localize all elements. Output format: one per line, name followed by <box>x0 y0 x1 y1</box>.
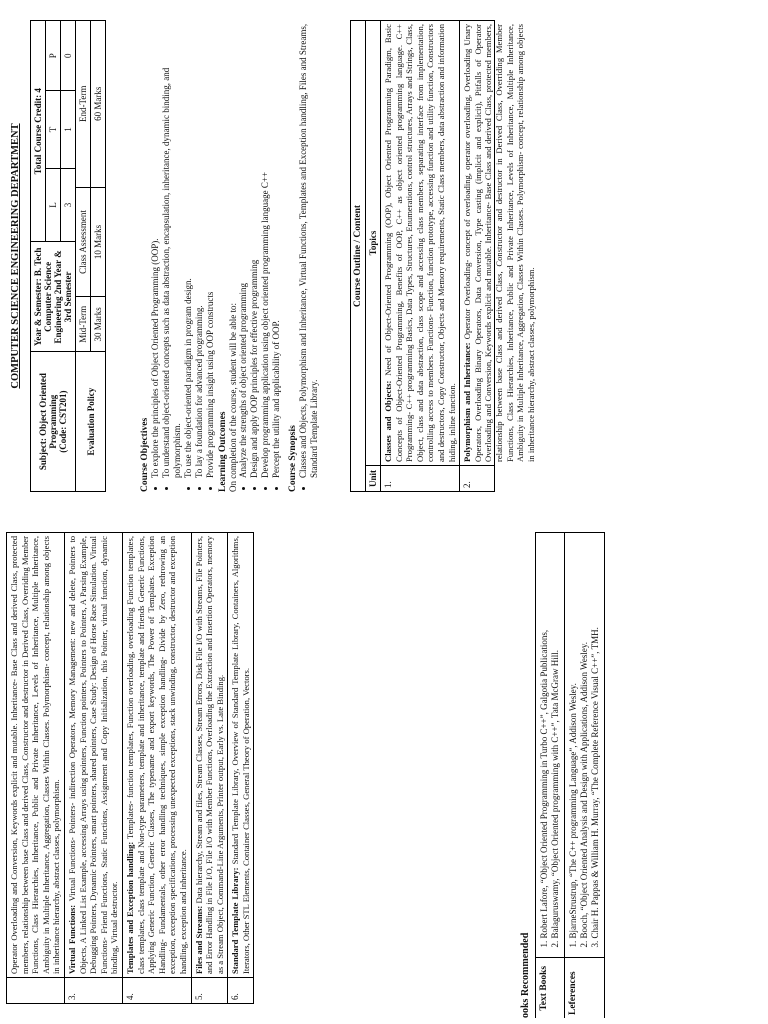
table-row <box>366 21 381 492</box>
objectives-section: Course Objectives • To explore the principles of Object Oriented Programming (OOP). • To understand object-oriented concepts such as data abstraction, encapsulation, inheritance, dynamic binding, and polymorphism. • To use the object-oriented paradigm in program design. • To lay a foundation for advanced programming. • Provide programming insight using OOP constructs Learning Outcomes On completion of the course, student will be able to: • Analyze the strengths of object oriented programming • Design and apply OOP principles for effective programming • Develop programming application using object oriented programming language C++ • Percept the utility and applicability of OOP. Course Synopsis • Classes and Objects, Polymorphism and Inheritance, Virtual Functions, Templates and Exception handling, Files and Streams, Standard Template Library. <box>140 20 320 492</box>
eval-header: Class Assessment <box>76 187 91 297</box>
list-item: • To lay a foundation for advanced programming. <box>194 20 205 478</box>
table-row <box>460 21 495 492</box>
list-item: • To explore the principles of Object Oriented Programming (OOP). <box>150 20 161 478</box>
list-item: 1. BjarneStrustrup, “The C++ programming Language”, Addison Wesley. <box>568 536 579 939</box>
table-row <box>565 533 605 1019</box>
unit-number: 6. <box>228 978 254 1004</box>
list-item: • Provide programming insight using OOP constructs <box>205 20 216 478</box>
references-label: Leferences <box>565 958 605 1018</box>
table-row <box>228 533 254 1004</box>
table-row <box>122 533 191 1004</box>
topics-header: Topics <box>366 21 381 466</box>
subject-cell: Subject: Object Oriented Programming (Code: CST201) <box>31 352 76 492</box>
table-row <box>381 21 460 492</box>
unit-number: 2. <box>460 466 495 492</box>
table-row <box>7 533 65 1004</box>
page-continuation <box>0 512 768 1024</box>
list-item: 3. Chair H. Pappas & William H. Murray, “The Complete Reference Visual C++”, TMH. <box>590 536 601 939</box>
ltp-cell: L T P 3 1 0 <box>46 21 76 242</box>
unit-topics: Virtual Functions: Virtual Functions- Pointers- indirection Operators, Memory Management: new and delete, Pointers to Objects, A Linked List Example, accessing Arrays using pointers, Function pointers, Pointers to Pointers, A Parsing Example, Debugging Pointers, Dynamic Pointers, smart pointers, shared pointers, Case Study: Design of Horse Race Simulation. Virtual Functions- Friend Functions, Static Functions, Assignment and Copy Initialization, this Pointer, virtual function, dynamic binding, Virtual destructor. <box>64 533 122 978</box>
books-heading: ooks Recommended <box>520 932 531 1018</box>
unit-header: Unit <box>366 466 381 492</box>
eval-value: 60 Marks <box>91 21 106 188</box>
books-table <box>535 532 605 1018</box>
unit-number: 1. <box>381 466 460 492</box>
unit-topics: Polymorphism and Inheritance: Operator Overloading- concept of overloading, operator overloading, Overloading Unary Operators, Overloading Binary Operators, Data Conversion, Type casting (implicit and explicit), Pitfalls of Operator Overloading and Conversion, Keywords explicit and mutable. Inheritance- Base Class and derived Class, protected members, relationship between base Class and derived Class, Constructor and destructor in Derived Class, Overriding Member Functions, Class Hierarchies, Inheritance, Public and Private Inheritance, Levels of Inheritance, Multiple Inheritance, Ambiguity in Multiple Inheritance, Aggregation, Classes Within Classes. Polymorphism- concept, relationship among objects in inheritance hierarchy, abstract classes, polymorphism. <box>460 21 495 466</box>
unit-topics: Files and Streams: Data hierarchy, Stream and files, Stream Classes, Stream Errors, Disk File I/O with Streams, File Pointers, and Error Handling in File I/O, File I/O with Member Functions, Overloading the Extraction and Insertion Operators, memory as a Stream Object, Command-Line Arguments, Printer output, Early vs. Late Binding. <box>191 533 228 978</box>
unit-number: 4. <box>122 978 191 1004</box>
year-semester-cell: Year & Semester: B. Tech Computer Science Engineering 2nd Year & 3rd Semester <box>31 242 76 352</box>
list-item: 1. Robert Lafore, “Object Oriented Programming in Turbo C++”, Galgotia Publications, <box>539 536 550 939</box>
table-row <box>191 533 228 1004</box>
course-outline-table <box>350 20 536 492</box>
table-row <box>351 21 366 492</box>
unit-2-continuation: Operator Overloading and Conversion, Keywords explicit and mutable. Inheritance- Base Class and derived Class, protected members, relationship between base Class and derived Class, Constructor and destructor in Derived Class, Overriding Member Functions, Class Hierarchies, Inheritance, Public and Private Inheritance, Levels of Inheritance, Multiple Inheritance, Ambiguity in Multiple Inheritance, Aggregation, Classes Within Classes. Polymorphism- concept, relationship among objects in inheritance hierarchy, abstract classes, polymorphism. <box>7 533 65 978</box>
unit-topics: Templates and Exception handling: Templates- function templates, Function overloading, overloading Function templates, class templates, class template and Non-type parameters, template and inheritance, template and friends Generic Functions, Applying Generic Function, Generic Classes, The typename and export keywords, The Power of Templates. Exception Handling- Fundamentals, other error handling techniques, simple exception handling- Divide by Zero, rethrowing an exception, exception specifications, processing unexpected exceptions, stack unwinding, constructor, destructor and exception handling, exception and inheritance. <box>122 533 191 978</box>
list-item: 2. Balaguruswamy, “Object Oriented programming with C++”, Tata McGraw Hill. <box>550 536 561 939</box>
unit-topics: Classes and Objects: Need of Object-Oriented Programming (OOP), Object Oriented Programming Paradigm, Basic Concepts of Object-Oriented Programming, Benefits of OOP, C++ as object oriented programming language. C++ Programming- C++ programming Basics, Data Types, Structures, Enumerations, control structures, Arrays and Strings, Class, Object, class and data abstraction, class scope and accessing class members, separating interface from implementation, controlling access to members. Functions- Function, function prototype, accessing function and utility function, Constructors and destructors, Copy Constructor, Objects and Memory requirements, Static Class members, data abstraction and information hiding, inline function. <box>381 21 460 466</box>
list-item: • Develop programming application using object oriented programming language C++ <box>260 20 271 478</box>
unit-topics: Standard Template Library: Standard Template Library, Overview of Standard Template Library, Containers, Algorithms, Iterators, Other STL Elements, Container Classes, General Theory of Operation, Vectors. <box>228 533 254 978</box>
list-item: • Percept the utility and applicability of OOP. <box>271 20 282 478</box>
department-title: COMPUTER SCIENCE ENGINEERING DEPARTMENT <box>10 123 21 389</box>
eval-value: 10 Marks <box>91 187 106 297</box>
table-row <box>76 21 91 492</box>
text-books-label: Text Books <box>536 958 565 1018</box>
total-credit-cell: Total Course Credit: 4 <box>31 21 46 242</box>
eval-header: Mid-Term <box>76 297 91 352</box>
outline-continuation-table <box>6 532 254 1004</box>
unit-number: 3. <box>64 978 122 1004</box>
list-item: • Classes and Objects, Polymorphism and Inheritance, Virtual Functions, Templates and Exception handling, Files and Streams, Standard Template Library. <box>298 20 320 478</box>
list-item: • Analyze the strengths of object oriented programming <box>238 20 249 478</box>
table-row <box>64 533 122 1004</box>
outline-title: Course Outline / Content <box>351 21 366 492</box>
list-item: • To understand object-oriented concepts such as data abstraction, encapsulation, inheritance, dynamic binding, and polymorphism. <box>161 20 183 478</box>
course-header-table <box>30 20 106 492</box>
text-books-list <box>536 533 565 959</box>
list-item: 2. Booch, “Object Oriented Analysis and Design with Applications, Addison Wesley. <box>579 536 590 939</box>
list-item: • To use the object-oriented paradigm in program design. <box>183 20 194 478</box>
evaluation-label: Evaluation Policy <box>76 352 106 492</box>
references-list <box>565 533 605 959</box>
unit-number: 5. <box>191 978 228 1004</box>
table-row <box>31 21 46 492</box>
eval-header: End-Term <box>76 21 91 188</box>
list-item: • Design and apply OOP principles for effective programming <box>249 20 260 478</box>
eval-value: 30 Marks <box>91 297 106 352</box>
table-row <box>536 533 565 1019</box>
